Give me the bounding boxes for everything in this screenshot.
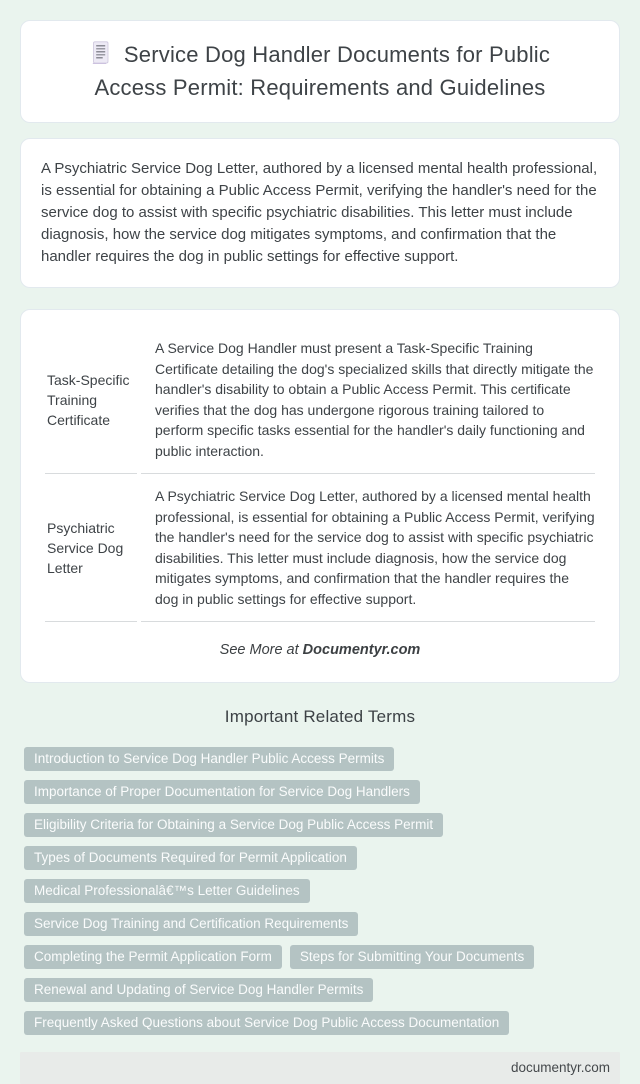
see-more-prefix: See More at [219, 642, 303, 658]
related-term-tag[interactable]: Steps for Submitting Your Documents [290, 945, 534, 969]
related-term-tag[interactable]: Types of Documents Required for Permit Application [24, 846, 357, 870]
summary-text: A Psychiatric Service Dog Letter, authored by a licensed mental health professional, is essential for obtaining a Public Access Permit, verifying the handler's need for the service dog to assist with specific psychiatric disabilities. This letter must include diagnosis, how the service dog mitigates symptoms, and confirmation that the handler requires the dog in public settings for effective support. [41, 160, 598, 265]
related-term-tag[interactable]: Renewal and Updating of Service Dog Handler Permits [24, 978, 373, 1002]
related-term-tag[interactable]: Medical Professionalâ€™s Letter Guidelines [24, 879, 310, 903]
related-terms-tags [20, 747, 620, 1035]
table-row [45, 326, 595, 474]
related-terms-heading: Important Related Terms [224, 707, 416, 726]
see-more-site-link[interactable]: Documentyr.com [302, 642, 421, 658]
document-description: A Psychiatric Service Dog Letter, authored by a licensed mental health professional, is essential for obtaining a Public Access Permit, verifying the handler's need for the service dog to assist with specific psychiatric disabilities. This letter must include diagnosis, how the service dog mitigates symptoms, and confirmation that the handler requires the dog in public settings for effective support. [141, 474, 595, 622]
summary-card [20, 138, 620, 288]
title-card [20, 20, 620, 123]
related-term-tag[interactable]: Completing the Permit Application Form [24, 945, 282, 969]
document-description: A Service Dog Handler must present a Task-Specific Training Certificate detailing the dog's specialized skills that directly mitigate the handler's disability to obtain a Public Access Permit. This certificate verifies that the dog has undergone rigorous training tailored to perform specific tasks essential for the handler's daily functioning and public interaction. [141, 326, 595, 474]
related-term-tag[interactable]: Importance of Proper Documentation for Service Dog Handlers [24, 780, 420, 804]
receipt-icon [90, 41, 111, 73]
document-term: Task-Specific Training Certificate [45, 326, 137, 474]
page-title-text: Service Dog Handler Documents for Public Access Permit: Requirements and Guidelines [94, 42, 551, 100]
document-term: Psychiatric Service Dog Letter [45, 474, 137, 622]
documents-table-card [20, 309, 620, 683]
related-term-tag[interactable]: Eligibility Criteria for Obtaining a Service Dog Public Access Permit [24, 813, 443, 837]
footer-bar [20, 1052, 620, 1084]
related-term-tag[interactable]: Frequently Asked Questions about Service Dog Public Access Documentation [24, 1011, 509, 1035]
see-more-line [41, 642, 599, 658]
footer-site-link[interactable]: documentyr.com [510, 1060, 610, 1075]
table-row [45, 474, 595, 622]
page-title [65, 40, 575, 103]
documents-table [41, 326, 599, 622]
related-term-tag[interactable]: Service Dog Training and Certification Requirements [24, 912, 358, 936]
related-term-tag[interactable]: Introduction to Service Dog Handler Public Access Permits [24, 747, 394, 771]
